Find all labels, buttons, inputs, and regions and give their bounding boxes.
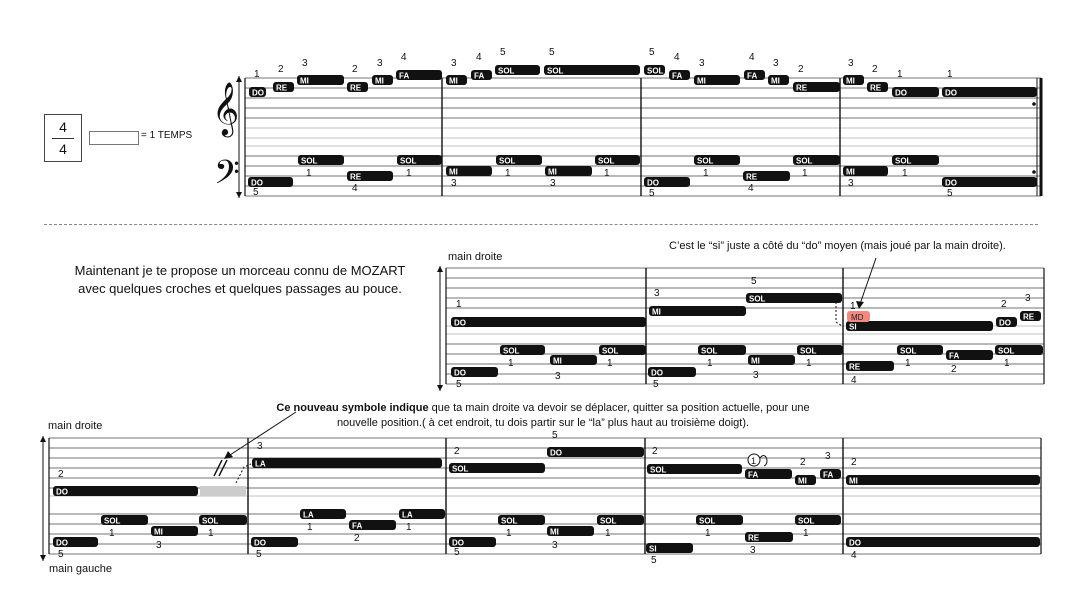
finger-number: 2 [652, 446, 658, 457]
finger-number: 4 [674, 52, 680, 63]
note-label: DO [56, 538, 68, 548]
finger-number: 1 [406, 522, 412, 533]
note-label: SOL [647, 66, 664, 76]
callout-symbol-rest: que ta main droite va devoir se déplacer, quitter sa position actuelle, pour une nouvelle position.( à cet endroit, tu dois partir sur le “la” plus haut au troisième doigt). [336, 402, 810, 429]
note-label: SOL [598, 156, 615, 166]
note-label: MI [548, 167, 557, 177]
note-label: FA [399, 71, 410, 81]
note-label: RE [350, 83, 362, 93]
finger-number: 1 [604, 168, 610, 179]
note-label: SOL [501, 516, 518, 526]
finger-number: 5 [552, 430, 558, 441]
note-label: SOL [701, 346, 718, 356]
finger-number: 2 [278, 64, 284, 75]
finger-number: 2 [800, 457, 806, 468]
note-label: FA [748, 470, 759, 480]
note-bar [649, 306, 746, 316]
note-label: RE [796, 83, 808, 93]
finger-number: 2 [58, 469, 64, 480]
note-label: MI [751, 356, 760, 366]
finger-number: 1 [456, 299, 462, 310]
note-label: SOL [699, 516, 716, 526]
finger-number: 5 [651, 555, 657, 566]
note-label: FA [474, 71, 485, 81]
finger-number: 2 [798, 64, 804, 75]
note-label: DO [651, 368, 663, 378]
finger-number: 3 [654, 288, 660, 299]
md-badge-label: MD [851, 313, 864, 322]
note-label: DO [895, 88, 907, 98]
finger-number: 5 [549, 47, 555, 58]
note-label: DO [252, 88, 264, 98]
finger-number: 1 [947, 69, 953, 80]
finger-number: 3 [1025, 293, 1031, 304]
finger-number: 1 [707, 358, 713, 369]
note-label: RE [849, 362, 861, 372]
finger-number: 3 [848, 58, 854, 69]
finger-number: 2 [1001, 299, 1007, 310]
note-label: SOL [499, 156, 516, 166]
note-label: SOL [749, 294, 766, 304]
note-label: RE [870, 83, 882, 93]
finger-number: 3 [848, 178, 854, 189]
note-label: SI [849, 322, 857, 332]
note-label: DO [849, 538, 861, 548]
note-label: RE [1023, 312, 1035, 322]
label-main-droite-3: main droite [48, 420, 103, 432]
finger-number: 5 [256, 549, 262, 560]
finger-number: 5 [58, 549, 64, 560]
finger-number: 3 [555, 371, 561, 382]
finger-number: 5 [649, 47, 655, 58]
finger-number: 5 [454, 547, 460, 558]
finger-number: 3 [451, 58, 457, 69]
callout-arrow [860, 258, 876, 304]
note-label: DO [945, 88, 957, 98]
note-label: RE [350, 172, 362, 182]
finger-number: 5 [649, 188, 655, 199]
note-label: SOL [800, 346, 817, 356]
note-bar [846, 321, 993, 331]
note-label: SOL [600, 516, 617, 526]
note-label: FA [823, 470, 834, 480]
note-label: MI [798, 476, 807, 486]
note-bar [846, 475, 1040, 485]
finger-number: 3 [773, 58, 779, 69]
note-label: FA [949, 351, 960, 361]
note-label: SOL [400, 156, 417, 166]
finger-number: 1 [803, 528, 809, 539]
note-label: DO [647, 178, 659, 188]
note-label: SOL [650, 465, 667, 475]
note-bar [252, 458, 442, 468]
callout-symbol-bold: Ce nouveau symbole indique [276, 402, 429, 414]
passage-link [836, 302, 842, 326]
note-label: SOL [798, 516, 815, 526]
time-signature-top: 4 [59, 119, 67, 135]
finger-number: 2 [354, 533, 360, 544]
finger-number: 1 [307, 522, 313, 533]
finger-number: 3 [257, 441, 263, 452]
note-label: SOL [895, 156, 912, 166]
note-label: DO [56, 487, 68, 497]
note-label: SOL [547, 66, 564, 76]
note-label: MI [300, 76, 309, 86]
repeat-dot [1032, 102, 1036, 106]
finger-number: 1 [109, 528, 115, 539]
note-label: SOL [452, 464, 469, 474]
finger-number: 1 [850, 301, 856, 312]
note-label: FA [747, 71, 758, 81]
treble-clef-icon: 𝄞 [212, 81, 240, 135]
note-label: SOL [697, 156, 714, 166]
note-label: SOL [104, 516, 121, 526]
finger-number: 5 [500, 47, 506, 58]
finger-number: 1 [508, 358, 514, 369]
note-label: MI [449, 76, 458, 86]
finger-number: 4 [749, 52, 755, 63]
label-main-gauche: main gauche [49, 563, 112, 575]
note-label: MI [550, 527, 559, 537]
finger-number: 1 [208, 528, 214, 539]
note-label: MI [846, 76, 855, 86]
faded-note [200, 486, 246, 496]
note-label: SOL [503, 346, 520, 356]
note-label: DO [454, 368, 466, 378]
note-label: DO [999, 318, 1011, 328]
finger-number: 3 [377, 58, 383, 69]
note-label: MI [154, 527, 163, 537]
note-label: DO [550, 448, 562, 458]
note-label: RE [748, 533, 760, 543]
finger-number: 5 [751, 276, 757, 287]
thumb-curl [760, 456, 767, 466]
note-label: MI [697, 76, 706, 86]
note-label: SOL [202, 516, 219, 526]
finger-number: 2 [872, 64, 878, 75]
time-signature-bottom: 4 [59, 141, 67, 157]
finger-number: 2 [454, 446, 460, 457]
repeat-dot [1032, 170, 1036, 174]
finger-number: 1 [802, 168, 808, 179]
note-label: DO [454, 318, 466, 328]
finger-number: 1 [505, 168, 511, 179]
note-label: DO [945, 178, 957, 188]
temps-legend-label: = 1 TEMPS [141, 130, 193, 141]
note-label: SOL [602, 346, 619, 356]
finger-number: 3 [750, 545, 756, 556]
note-label: SOL [998, 346, 1015, 356]
finger-number: 1 [905, 358, 911, 369]
note-label: SOL [796, 156, 813, 166]
finger-number: 4 [401, 52, 407, 63]
note-label: FA [672, 71, 683, 81]
finger-number: 3 [550, 178, 556, 189]
note-label: LA [402, 510, 413, 520]
finger-number: 1 [254, 69, 260, 80]
note-label: LA [255, 459, 266, 469]
finger-number: 2 [851, 457, 857, 468]
finger-number: 1 [605, 528, 611, 539]
note-label: SOL [301, 156, 318, 166]
range-arrow-up [437, 266, 443, 272]
note-bar [846, 537, 1040, 547]
note-label: SOL [900, 346, 917, 356]
symbol-callout-arrow [230, 412, 296, 455]
finger-number: 1 [506, 528, 512, 539]
note-label: RE [276, 83, 288, 93]
passage-link [236, 464, 251, 483]
note-label: MI [553, 356, 562, 366]
note-label: MI [771, 76, 780, 86]
range-arrow-up [40, 436, 46, 442]
label-main-droite-2: main droite [448, 251, 503, 263]
finger-number: 2 [352, 64, 358, 75]
finger-number: 5 [653, 379, 659, 390]
finger-number: 3 [825, 451, 831, 462]
finger-number: 2 [951, 364, 957, 375]
circled-finger-label: 1 [751, 456, 757, 466]
finger-number: 1 [306, 168, 312, 179]
note-label: MI [849, 476, 858, 486]
callout-si: C’est le “si” juste a côté du “do” moyen (mais joué par la main droite). [669, 240, 1006, 252]
finger-number: 1 [703, 168, 709, 179]
note-label: DO [452, 538, 464, 548]
range-arrow-down [40, 555, 46, 561]
finger-number: 4 [476, 52, 482, 63]
finger-number: 3 [699, 58, 705, 69]
finger-number: 5 [253, 187, 259, 198]
finger-number: 4 [748, 183, 754, 194]
finger-number: 1 [705, 528, 711, 539]
finger-number: 3 [753, 370, 759, 381]
finger-number: 5 [947, 188, 953, 199]
finger-number: 1 [897, 69, 903, 80]
note-label: SOL [498, 66, 515, 76]
note-label: MI [652, 307, 661, 317]
note-label: LA [303, 510, 314, 520]
note-label: MI [375, 76, 384, 86]
range-arrow-down [437, 385, 443, 391]
intro-text: Maintenant je te propose un morceau connu de MOZART avec quelques croches et quelques passages au pouce. [74, 263, 406, 296]
bass-clef-icon: 𝄢 [214, 154, 240, 200]
finger-number: 1 [1004, 358, 1010, 369]
note-bar [451, 317, 646, 327]
finger-number: 1 [406, 168, 412, 179]
finger-number: 3 [156, 540, 162, 551]
note-label: MI [846, 167, 855, 177]
note-label: DO [251, 178, 263, 188]
finger-number: 4 [851, 375, 857, 386]
note-label: FA [352, 521, 363, 531]
note-label: DO [254, 538, 266, 548]
note-bar [53, 486, 198, 496]
note-label: SI [649, 544, 657, 554]
note-label: RE [746, 172, 758, 182]
finger-number: 3 [302, 58, 308, 69]
finger-number: 3 [451, 178, 457, 189]
finger-number: 1 [806, 358, 812, 369]
finger-number: 4 [851, 550, 857, 561]
finger-number: 5 [456, 379, 462, 390]
finger-number: 4 [352, 183, 358, 194]
finger-number: 1 [902, 168, 908, 179]
note-label: MI [449, 167, 458, 177]
finger-number: 3 [552, 540, 558, 551]
finger-number: 1 [607, 358, 613, 369]
